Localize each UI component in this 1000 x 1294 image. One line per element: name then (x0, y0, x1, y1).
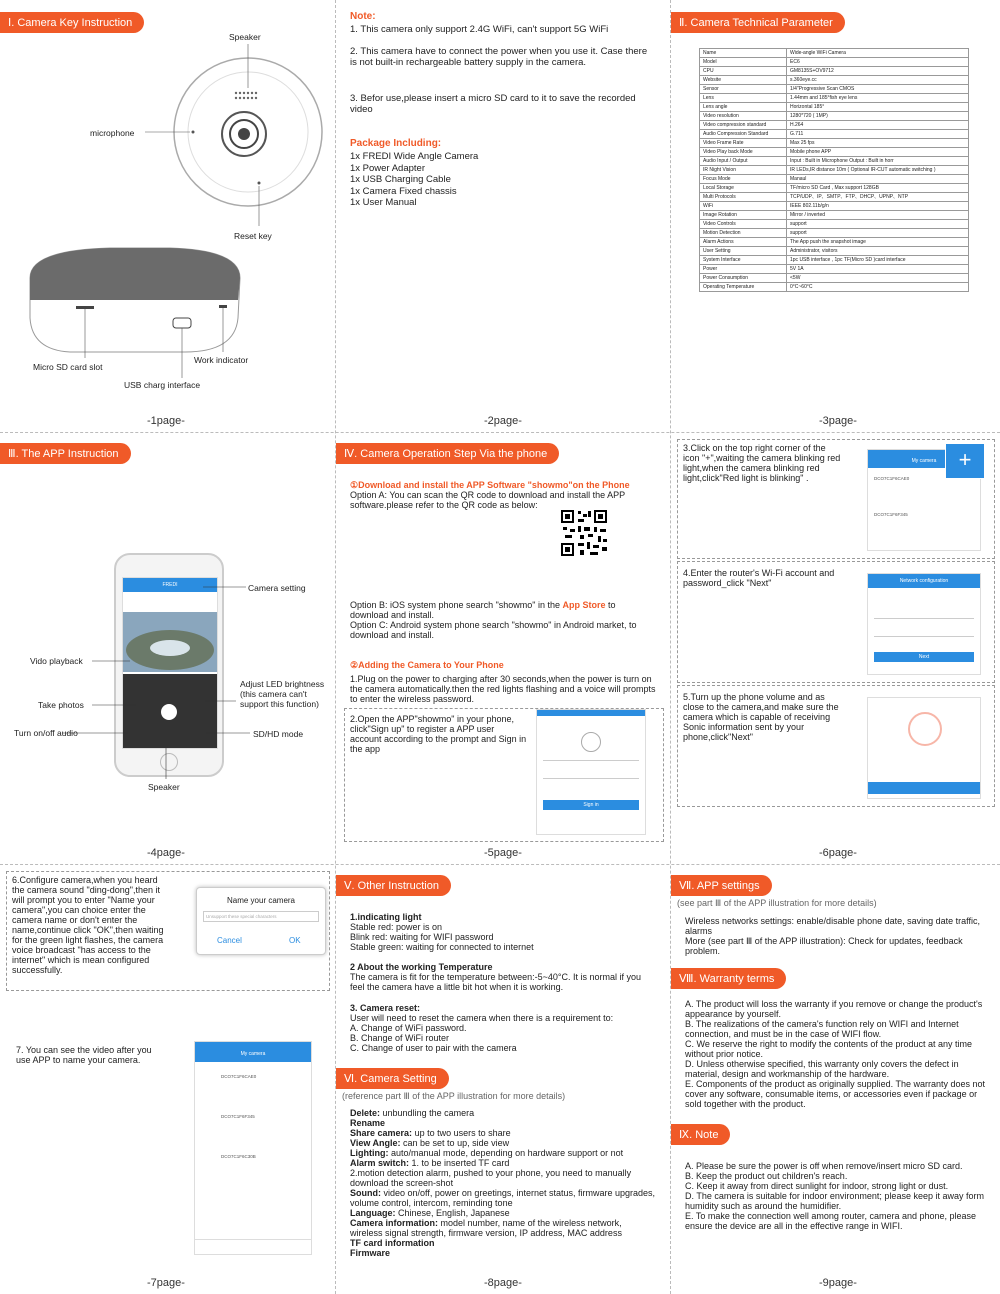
param-name: Audio Compression Standard (700, 130, 787, 139)
param-name: Video compression standard (700, 121, 787, 130)
note-3: 3. Befor use,please insert a micro SD card to it to save the recorded video (350, 93, 636, 115)
speaker-label: Speaker (229, 32, 261, 42)
camera-item[interactable]: DCO7C1F6C30B (221, 1154, 256, 1159)
param-value: IEEE 802.11b/g/n (787, 202, 969, 211)
table-row (700, 67, 969, 76)
audio-label: Turn on/off audio (14, 728, 78, 738)
section-tag: Ⅶ. APP settings (671, 875, 772, 896)
list-item: Stable red: power is on (350, 922, 443, 932)
list-item: D. The camera is suitable for indoor environment; please keep it away form humidity such as around the humidifier. (685, 1191, 984, 1211)
step-2-2: 2.Open the APP"showmo" in your phone, click"Sign up" to register a APP user account according to the prompt and Sign in the app (350, 714, 527, 754)
param-name: System Interface (700, 256, 787, 265)
table-row (700, 193, 969, 202)
page-number: -4page- (147, 847, 185, 859)
camera-setting-label: Camera setting (248, 583, 306, 593)
package-item: 1x Power Adapter (350, 162, 425, 174)
param-name: Power Consumption (700, 274, 787, 283)
table-row (700, 157, 969, 166)
option-a: Option A: You can scan the QR code to download and install the APP software.please refer to the QR code as below: (350, 490, 626, 510)
take-photos-label: Take photos (38, 700, 84, 710)
section-tag: Ⅸ. Note (671, 1124, 730, 1145)
option-b-text: Option B: iOS system phone search "showmo" in the (350, 600, 563, 610)
dialog-title: Name your camera (226, 896, 296, 905)
temperature-text: The camera is fit for the temperature between:-5~40°C. It is normal if you feel the camera have a little bit hot when it is working. (350, 972, 641, 992)
list-item: B. The realizations of the camera's function rely on WIFI and Internet connection, and must be in the case of WIFI flow. (685, 1019, 959, 1039)
setting-item (350, 1138, 655, 1148)
param-value: H.264 (787, 121, 969, 130)
package-item: 1x Camera Fixed chassis (350, 185, 457, 197)
leader-lines (0, 433, 335, 864)
page-number: -5page- (484, 847, 522, 859)
setting-key: Sound: (350, 1188, 381, 1198)
name-camera-dialog (196, 887, 326, 955)
page-6 (671, 433, 1000, 864)
package-title: Package Including: (350, 138, 442, 149)
list-item: Blink red: waiting for WIFI password (350, 932, 494, 942)
setting-key: View Angle: (350, 1138, 401, 1148)
camera-item[interactable]: DCO7C1F6F345 (221, 1114, 255, 1119)
app-store-link: App Store (562, 600, 606, 610)
param-name: Power (700, 265, 787, 274)
param-name: Sensor (700, 85, 787, 94)
status-bar (537, 710, 645, 716)
list-item: C. We reserve the right to modify the contents of the product at any time without prior notice. (685, 1039, 972, 1059)
table-row (700, 265, 969, 274)
param-name: CPU (700, 67, 787, 76)
table-row (700, 274, 969, 283)
option-b-text2: to download and install. (350, 600, 616, 620)
section-tag: Ⅱ. Camera Technical Parameter (671, 12, 845, 33)
page-number: -3page- (819, 415, 857, 427)
led-label: Adjust LED brightness (this camera can't support this function) (240, 679, 325, 709)
param-name: Operating Temperature (700, 283, 787, 292)
param-value: GM8135S+OV9712 (787, 67, 969, 76)
reference-note: (reference part Ⅲ of the APP illustration for more details) (342, 1091, 566, 1101)
bottom-nav[interactable] (195, 1239, 311, 1254)
note-title: Note: (350, 11, 376, 22)
param-name: Website (700, 76, 787, 85)
signin-screen (536, 709, 646, 835)
qr-code (560, 509, 608, 557)
param-value: support (787, 220, 969, 229)
table-row (700, 184, 969, 193)
param-name: Local Storage (700, 184, 787, 193)
param-value: IR LEDs,IR distance 10m ( Optional IR-CUT automatic switching ) (787, 166, 969, 175)
page-5 (336, 433, 670, 864)
param-name: IR Night Vision (700, 166, 787, 175)
table-row (700, 76, 969, 85)
package-list (350, 151, 478, 209)
param-name: Audio Input / Output (700, 157, 787, 166)
step-4: 4.Enter the router's Wi-Fi account and password_click "Next" (683, 568, 835, 588)
step-2-1: 1.Plug on the power to charging after 30 seconds,when the power is turn on the camera automatically.then the red lights flashing and a voice will prompts to enter the wireless password. (350, 674, 656, 704)
camera-name-input[interactable]: Unsupport these special characters (203, 911, 319, 922)
param-name: Image Rotation (700, 211, 787, 220)
param-value: Mirror / inverted (787, 211, 969, 220)
param-value: TF/micro SD Card , Max support 128GB (787, 184, 969, 193)
section-tag: Ⅳ. Camera Operation Step Via the phone (336, 443, 559, 464)
reset-heading: 3. Camera reset: (350, 1003, 421, 1013)
setting-value: can be set to up, side view (403, 1138, 510, 1148)
step-7: 7. You can see the video after you use APP to name your camera. (16, 1045, 152, 1065)
list-item: E. To make the connection well among router, camera and phone, please ensure the device are all in the effective range in WIFI. (685, 1211, 977, 1231)
setting-key: Firmware (350, 1248, 391, 1258)
table-row (700, 58, 969, 67)
step-3: 3.Click on the top right corner of the icon "+",waiting the camera blinking red light,when the camera blinking red light,click"Red light is blinking" . (683, 443, 841, 483)
param-value: Wide-angle WiFi Camera (787, 49, 969, 58)
param-value: Mobile phone APP (787, 148, 969, 157)
setting-item (350, 1208, 655, 1218)
reset-list (350, 1013, 655, 1053)
param-name: Video Frame Rate (700, 139, 787, 148)
list-item: A. Please be sure the power is off when remove/insert micro SD card. (685, 1161, 963, 1171)
sonic-screen (867, 697, 981, 799)
param-name: Focus Mode (700, 175, 787, 184)
page-7 (0, 865, 335, 1294)
table-row (700, 148, 969, 157)
page-number: -7page- (147, 1277, 185, 1289)
param-name: Multi Protocols (700, 193, 787, 202)
password-field[interactable] (874, 636, 974, 637)
note-2: 2. This camera have to connect the power when you use it. Case there is not built-in rechargeable battery supply in the camera. (350, 46, 648, 68)
add-icon[interactable]: + (945, 443, 985, 479)
step-5: 5.Turn up the phone volume and as close to the camera,and make sure the camera which is capable of receiving Sonic information sent by your phone,click"Next" (683, 692, 839, 742)
table-row (700, 175, 969, 184)
list-item: D. Unless otherwise specified, this warranty only covers the defect in material, design and workmanship of the hardware. (685, 1059, 959, 1079)
table-row (700, 85, 969, 94)
param-value: EC6 (787, 58, 969, 67)
page-4 (0, 433, 335, 864)
package-item: 1x USB Charging Cable (350, 174, 451, 185)
setting-item (350, 1148, 655, 1158)
page-number: -1page- (147, 415, 185, 427)
screen-title: My camera (868, 450, 980, 468)
table-row (700, 283, 969, 292)
table-row (700, 49, 969, 58)
table-row (700, 202, 969, 211)
wifi-field[interactable] (874, 618, 974, 619)
page-3 (671, 0, 1000, 432)
screen-title: My camera (195, 1042, 311, 1062)
setting-value: unbundling the camera (382, 1108, 475, 1118)
parameter-table (699, 48, 969, 292)
page-1 (0, 0, 335, 432)
work-indicator-label: Work indicator (194, 355, 249, 365)
table-row (700, 166, 969, 175)
setting-key: Rename (350, 1118, 386, 1128)
param-name: Video Controls (700, 220, 787, 229)
usb-label: USB charg interface (124, 380, 201, 390)
next-button[interactable]: Next (874, 652, 974, 662)
app-title: FREDI (123, 578, 217, 592)
ok-button[interactable]: OK (289, 936, 301, 945)
microphone-label: microphone (90, 128, 135, 138)
setting-value: Chinese, English, Japanese (398, 1208, 510, 1218)
param-value: 5V 1A (787, 265, 969, 274)
progress-ring (908, 712, 942, 746)
setting-key: Camera information: (350, 1218, 439, 1228)
setting-item (350, 1188, 655, 1208)
screen-title: Network configuration (868, 574, 980, 588)
table-row (700, 238, 969, 247)
sdhd-label: SD/HD mode (253, 729, 304, 739)
setting-item (350, 1128, 655, 1138)
setting-item (350, 1108, 655, 1118)
option-c: Option C: Android system phone search "showmo" in Android market, to download and install. (350, 620, 637, 640)
table-row (700, 94, 969, 103)
section-tag: Ⅷ. Warranty terms (671, 968, 786, 989)
password-field[interactable] (543, 778, 639, 779)
signin-button[interactable]: Sign in (543, 800, 639, 810)
table-row (700, 220, 969, 229)
setting-value: model number, name of the wireless network, wireless signal strength, firmware version, IP address, MAC address (350, 1218, 622, 1238)
table-row (700, 112, 969, 121)
table-row (700, 103, 969, 112)
page-number: -2page- (484, 415, 522, 427)
setting-key: Alarm switch: (350, 1158, 410, 1168)
param-value: <5W (787, 274, 969, 283)
list-item: A. The product will loss the warranty if you remove or change the product's appearance by yourself. (685, 999, 983, 1019)
setting-key: Share camera: (350, 1128, 413, 1138)
reset-label: Reset key (234, 231, 272, 241)
list-item: B. Keep the product out children's reach. (685, 1171, 848, 1181)
param-value: 1.44mm and 185°fish eye lens (787, 94, 969, 103)
param-name: Motion Detection (700, 229, 787, 238)
note-1: 1. This camera only support 2.4G WiFi, can't support 5G WiFi (350, 24, 609, 35)
param-name: Alarm Actions (700, 238, 787, 247)
list-item: A. Change of WiFi password. (350, 1023, 467, 1033)
param-name: Name (700, 49, 787, 58)
param-value: Max 25 fps (787, 139, 969, 148)
step-1-title: ①Download and install the APP Software "showmo"on the Phone (350, 480, 630, 490)
settings-list (350, 1108, 655, 1258)
param-value: G.711 (787, 130, 969, 139)
param-name: WiFi (700, 202, 787, 211)
video-playback-label: Vido playback (30, 656, 83, 666)
indicator-list (350, 922, 534, 952)
option-b (350, 600, 655, 620)
step-6: 6.Configure camera,when you heard the camera sound "ding-dong",then it will prompt you to enter "Name your camera",you can choice enter the camera name or don't enter the name,continue click "OK",then waiting for the green light flashes, the camera voice broadcast "has access to the internet" which is mean configured successfully. (12, 875, 164, 975)
table-row (700, 247, 969, 256)
cancel-button[interactable]: Cancel (217, 936, 242, 945)
table-row (700, 121, 969, 130)
next-button[interactable] (868, 782, 980, 794)
package-item: 1x FREDI Wide Angle Camera (350, 151, 479, 162)
setting-item (350, 1168, 655, 1188)
param-name: Lens angle (700, 103, 787, 112)
setting-item (350, 1248, 655, 1258)
setting-key: Delete: (350, 1108, 381, 1118)
list-item: C. Keep it away from direct sunlight for indoor, strong light or dust. (685, 1181, 949, 1191)
app-setting-1: Wireless networks settings: enable/disable phone date, saving date traffic, alarms (685, 916, 981, 936)
param-value: Horizontal 185° (787, 103, 969, 112)
table-row (700, 256, 969, 265)
my-camera-screen (194, 1041, 312, 1255)
indicator-heading: 1.indicating light (350, 912, 422, 922)
list-item: Stable green: waiting for connected to internet (350, 942, 534, 952)
param-value: Manaul (787, 175, 969, 184)
page-number: -6page- (819, 847, 857, 859)
param-value: s.360eye.cc (787, 76, 969, 85)
param-value: 1280*720 ( 1MP) (787, 112, 969, 121)
setting-value: 2.motion detection alarm, pushed to your phone, you need to manually download the screen-shot (350, 1168, 632, 1188)
sd-slot-label: Micro SD card slot (33, 362, 103, 372)
section-tag: Ⅰ. Camera Key Instruction (0, 12, 144, 33)
setting-key: Language: (350, 1208, 396, 1218)
param-value: Input : Built in Microphone Output : Built in horr (787, 157, 969, 166)
setting-value: video on/off, power on greetings, internet status, firmware upgrades, volume control, intercom, reminding tone (350, 1188, 656, 1208)
section-tag: Ⅲ. The APP Instruction (0, 443, 131, 464)
param-value: TCP/UDP、IP、SMTP、FTP、DHCP、UPNP、NTP (787, 193, 969, 202)
list-item: C. Change of user to pair with the camera (350, 1043, 517, 1053)
param-name: Video resolution (700, 112, 787, 121)
param-value: 1pc USB interface , 1pc TF(Micro SD )card interface (787, 256, 969, 265)
param-value: 0°C~60°C (787, 283, 969, 292)
camera-item[interactable]: DCO7C1F6CAE0 (874, 476, 910, 481)
setting-item (350, 1218, 655, 1238)
param-name: Lens (700, 94, 787, 103)
table-row (700, 229, 969, 238)
warranty-list (685, 999, 990, 1109)
setting-value: 1. to be inserted TF card (411, 1158, 510, 1168)
section-tag: Ⅴ. Other Instruction (336, 875, 451, 896)
setting-item (350, 1158, 655, 1168)
note-list (685, 1161, 990, 1231)
avatar-icon (581, 732, 601, 752)
section-tag: Ⅵ. Camera Setting (336, 1068, 449, 1089)
param-value: support (787, 229, 969, 238)
param-name: Video Play back Mode (700, 148, 787, 157)
table-row (700, 139, 969, 148)
param-value: Administrator, visitors (787, 247, 969, 256)
network-config-screen (867, 573, 981, 675)
page-8 (336, 865, 670, 1294)
setting-item (350, 1118, 655, 1128)
setting-item (350, 1238, 655, 1248)
table-row (700, 130, 969, 139)
page-2 (336, 0, 670, 432)
reference-note: (see part Ⅲ of the APP illustration for more details) (677, 898, 877, 908)
speaker-label: Speaker (148, 782, 180, 792)
list-item: User will need to reset the camera when there is a requirement to: (350, 1013, 614, 1023)
username-field[interactable] (543, 760, 639, 761)
page-9 (671, 865, 1000, 1294)
page-number: -8page- (484, 1277, 522, 1289)
step-2-title: ②Adding the Camera to Your Phone (350, 660, 504, 670)
param-name: Model (700, 58, 787, 67)
table-row (700, 211, 969, 220)
temperature-heading: 2 About the working Temperature (350, 962, 493, 972)
list-item: B. Change of WiFi router (350, 1033, 450, 1043)
package-item: 1x User Manual (350, 197, 417, 208)
setting-value: up to two users to share (414, 1128, 511, 1138)
camera-item[interactable]: DCO7C1F6CAE0 (221, 1074, 257, 1079)
setting-key: Lighting: (350, 1148, 389, 1158)
page-number: -9page- (819, 1277, 857, 1289)
param-value: 1/4"Progressive Scan CMOS (787, 85, 969, 94)
app-setting-2: More (see part Ⅲ of the APP illustration): Check for updates, feedback problem. (685, 936, 963, 956)
camera-item[interactable]: DCO7C1F6F345 (874, 512, 908, 517)
setting-key: TF card information (350, 1238, 435, 1248)
param-value: The App push the snapshot image (787, 238, 969, 247)
list-item: E. Components of the product as originally supplied. The warranty does not cover any software, consumable items, or accessories even if package or sold together with the product. (685, 1079, 986, 1109)
param-name: User Setting (700, 247, 787, 256)
setting-value: auto/manual mode, depending on hardware support or not (391, 1148, 624, 1158)
